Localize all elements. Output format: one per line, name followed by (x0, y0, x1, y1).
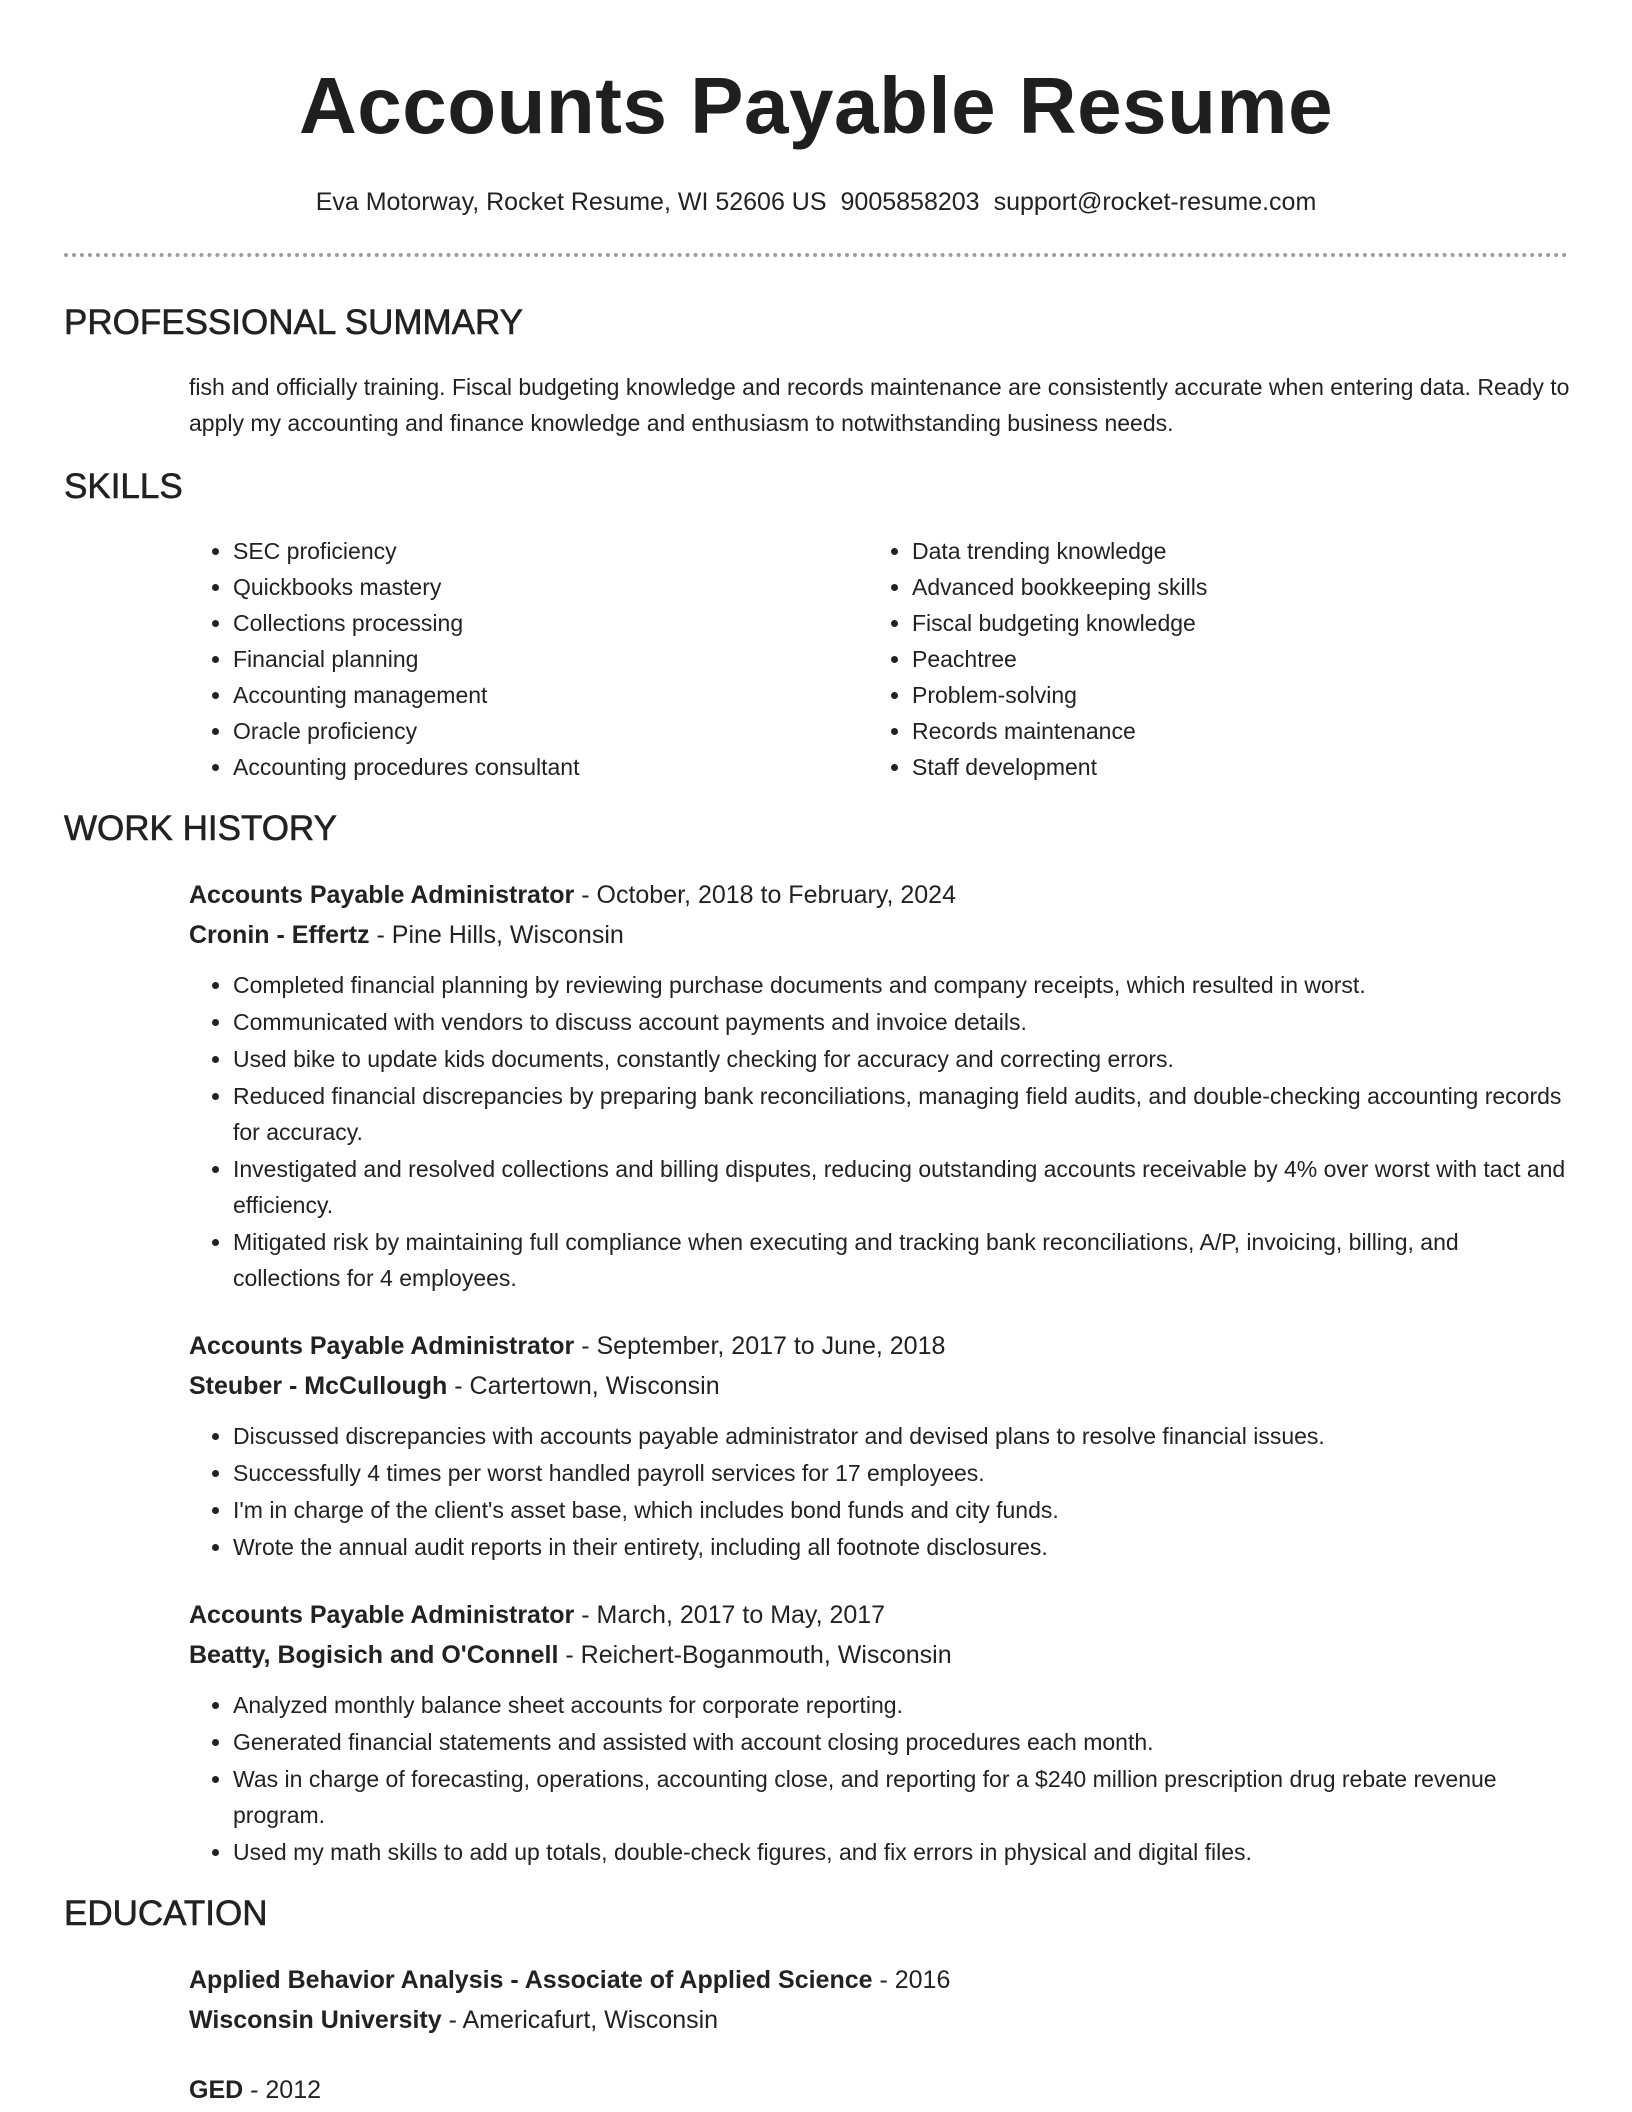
job-bullet: • Used bike to update kids documents, constantly checking for accuracy and correcting errors. (233, 1041, 1570, 1077)
degree-line (189, 2070, 1632, 2110)
job-title: Accounts Payable Administrator (189, 1332, 575, 1360)
job-bullets (189, 1687, 1570, 1870)
school-location: - Americafurt, Wisconsin (441, 2006, 719, 2034)
contact-address: Eva Motorway, Rocket Resume, WI 52606 US (315, 188, 827, 216)
contact-phone: 9005858203 (840, 188, 980, 216)
job-title-line (189, 875, 1570, 915)
job-bullet: • Communicated with vendors to discuss account payments and invoice details. (233, 1004, 1570, 1040)
skill-item: • Quickbooks mastery (233, 569, 680, 605)
degree-name: Applied Behavior Analysis - Associate of Applied Science (189, 1966, 873, 1994)
contact-line (0, 186, 1632, 218)
skill-item: • SEC proficiency (233, 533, 680, 569)
skill-item: • Collections processing (233, 605, 680, 641)
education-heading: EDUCATION (64, 1894, 268, 1933)
degree-year: - 2016 (872, 1966, 951, 1994)
job-bullet: • Used my math skills to add up totals, double-check figures, and fix errors in physical and digital files. (233, 1834, 1570, 1870)
header-divider (64, 253, 1568, 257)
degree-name: GED (189, 2076, 244, 2104)
skills-column-right (680, 533, 1580, 785)
skill-item: • Peachtree (912, 641, 1580, 677)
page-title: Accounts Payable Resume (298, 61, 1334, 150)
job-company-line (189, 1635, 1570, 1675)
school-line (189, 2000, 1632, 2040)
job-bullet: • Mitigated risk by maintaining full compliance when executing and tracking bank reconciliations, A/P, invoicing, billing, and collections for 4 employees. (233, 1224, 1570, 1296)
skill-item: • Accounting procedures consultant (233, 749, 680, 785)
job-bullet: • Wrote the annual audit reports in their entirety, including all footnote disclosures. (233, 1529, 1570, 1565)
job-bullet: • Investigated and resolved collections and billing disputes, reducing outstanding accounts receivable by 4% over worst with tact and efficiency. (233, 1151, 1570, 1223)
job-bullet: • Analyzed monthly balance sheet accounts for corporate reporting. (233, 1687, 1570, 1723)
education-entry (189, 2070, 1632, 2110)
job-title-line (189, 1595, 1570, 1635)
summary-text: fish and officially training. Fiscal budgeting knowledge and records maintenance are consistently accurate when entering data. Ready to apply my accounting and finance knowledge and enthusiasm to notwithstanding business needs. (189, 374, 1570, 436)
job-company-line (189, 1366, 1570, 1406)
job-bullet: • Reduced financial discrepancies by preparing bank reconciliations, managing field audits, and double-checking accounting records for accuracy. (233, 1078, 1570, 1150)
job-company-line (189, 915, 1570, 955)
skill-item: • Oracle proficiency (233, 713, 680, 749)
school-name: Wisconsin University (189, 2006, 442, 2034)
job-location: - Reichert-Boganmouth, Wisconsin (558, 1641, 952, 1669)
skill-item: • Fiscal budgeting knowledge (912, 605, 1580, 641)
skill-item: • Accounting management (233, 677, 680, 713)
job-location: - Cartertown, Wisconsin (447, 1372, 720, 1400)
job-title-line (189, 1326, 1570, 1366)
contact-email: support@rocket-resume.com (993, 188, 1317, 216)
job-company: Beatty, Bogisich and O'Connell (189, 1641, 559, 1669)
job-title: Accounts Payable Administrator (189, 1601, 575, 1629)
job-bullet: • I'm in charge of the client's asset base, which includes bond funds and city funds. (233, 1492, 1570, 1528)
degree-line (189, 1960, 1632, 2000)
skill-item: • Staff development (912, 749, 1580, 785)
skill-item: • Advanced bookkeeping skills (912, 569, 1580, 605)
job-location: - Pine Hills, Wisconsin (369, 921, 624, 949)
job-dates: - March, 2017 to May, 2017 (574, 1601, 886, 1629)
job-bullet: • Discussed discrepancies with accounts payable administrator and devised plans to resolve financial issues. (233, 1418, 1570, 1454)
job-bullets (189, 967, 1570, 1296)
job-dates: - October, 2018 to February, 2024 (574, 881, 956, 909)
job-bullet: • Successfully 4 times per worst handled payroll services for 17 employees. (233, 1455, 1570, 1491)
job-bullet: • Completed financial planning by reviewing purchase documents and company receipts, which resulted in worst. (233, 967, 1570, 1003)
job-bullets (189, 1418, 1570, 1565)
job-bullet: • Generated financial statements and assisted with account closing procedures each month. (233, 1724, 1570, 1760)
job-entry (189, 875, 1570, 1296)
skill-item: • Data trending knowledge (912, 533, 1580, 569)
skills-column-left (0, 533, 680, 785)
resume-header (0, 0, 1632, 218)
job-entry (189, 1326, 1570, 1565)
job-company: Steuber - McCullough (189, 1372, 448, 1400)
education-entry (189, 1960, 1632, 2040)
work-history-heading: WORK HISTORY (64, 809, 337, 848)
skill-item: • Problem-solving (912, 677, 1580, 713)
skills-heading: SKILLS (64, 467, 183, 506)
skill-item: • Financial planning (233, 641, 680, 677)
summary-heading: PROFESSIONAL SUMMARY (64, 303, 523, 342)
degree-year: - 2012 (243, 2076, 322, 2104)
job-entry (189, 1595, 1570, 1870)
job-dates: - September, 2017 to June, 2018 (574, 1332, 946, 1360)
skill-item: • Records maintenance (912, 713, 1580, 749)
job-company: Cronin - Effertz (189, 921, 370, 949)
job-title: Accounts Payable Administrator (189, 881, 575, 909)
job-bullet: • Was in charge of forecasting, operations, accounting close, and reporting for a $240 million prescription drug rebate revenue program. (233, 1761, 1570, 1833)
skills-list (0, 533, 1632, 785)
